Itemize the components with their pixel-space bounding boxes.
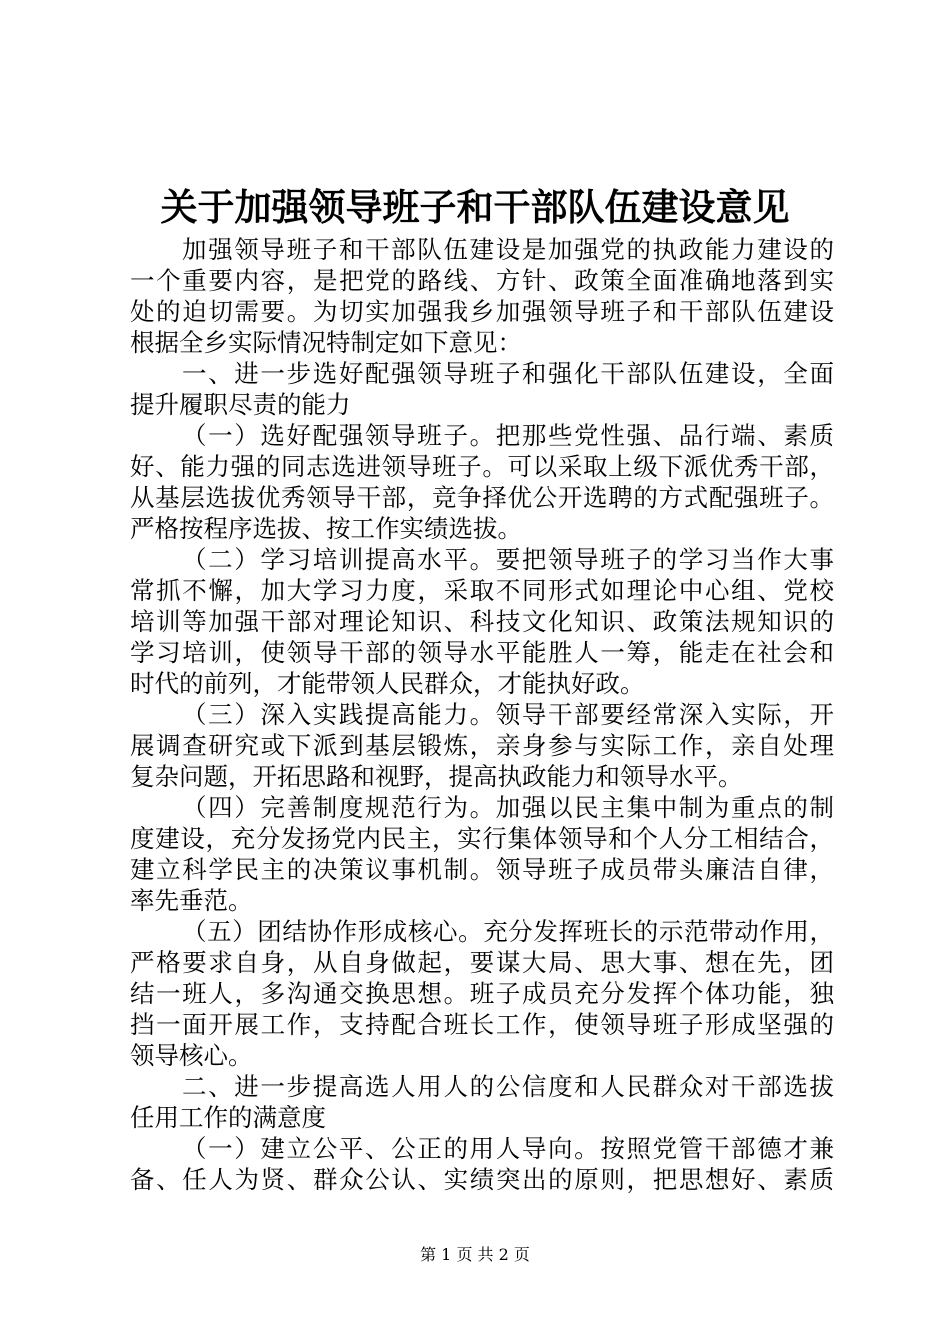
body-line: 严格要求自身，从自身做起，要谋大局、思大事、想在先，团	[130, 948, 834, 977]
page-footer: 第 1 页 共 2 页	[420, 1245, 530, 1264]
body-line: 提升履职尽责的能力	[130, 390, 351, 419]
body-line: 学习培训，使领导干部的领导水平能胜人一筹，能走在社会和	[130, 638, 834, 667]
body-line: 挡一面开展工作，支持配合班长工作，使领导班子形成坚强的	[130, 1010, 834, 1039]
body-line: 时代的前列，才能带领人民群众，才能执好政。	[130, 669, 645, 698]
body-line: 二、进一步提高选人用人的公信度和人民群众对干部选拔	[182, 1072, 834, 1101]
body-line: （三）深入实践提高能力。领导干部要经常深入实际，开	[182, 700, 834, 729]
body-line: 率先垂范。	[130, 886, 253, 915]
body-line: （一）选好配强领导班子。把那些党性强、品行端、素质	[182, 421, 834, 450]
body-line: 复杂问题，开拓思路和视野，提高执政能力和领导水平。	[130, 762, 743, 791]
body-line: （一）建立公平、公正的用人导向。按照党管干部德才兼	[182, 1134, 834, 1163]
body-line: 处的迫切需要。为切实加强我乡加强领导班子和干部队伍建设	[130, 297, 834, 326]
body-line: （五）团结协作形成核心。充分发挥班长的示范带动作用，	[182, 917, 834, 946]
body-line: （四）完善制度规范行为。加强以民主集中制为重点的制	[182, 793, 834, 822]
body-line: 从基层选拔优秀领导干部，竞争择优公开选聘的方式配强班子。	[130, 483, 834, 512]
body-line: 备、任人为贤、群众公认、实绩突出的原则，把思想好、素质	[130, 1165, 834, 1194]
body-line: 建立科学民主的决策议事机制。领导班子成员带头廉洁自律，	[130, 855, 834, 884]
body-line: 展调查研究或下派到基层锻炼，亲身参与实际工作，亲自处理	[130, 731, 834, 760]
body-line: 培训等加强干部对理论知识、科技文化知识、政策法规知识的	[130, 607, 834, 636]
body-line: 一个重要内容，是把党的路线、方针、政策全面准确地落到实	[130, 266, 834, 295]
document-body	[130, 234, 834, 1195]
body-line: 根据全乡实际情况特制定如下意见：	[130, 328, 522, 357]
body-line: 加强领导班子和干部队伍建设是加强党的执政能力建设的	[182, 235, 834, 264]
body-line: 度建设，充分发扬党内民主，实行集体领导和个人分工相结合，	[130, 824, 834, 853]
body-line: 好、能力强的同志选进领导班子。可以采取上级下派优秀干部，	[130, 452, 834, 481]
body-line: 领导核心。	[130, 1041, 253, 1070]
body-line: 常抓不懈，加大学习力度，采取不同形式如理论中心组、党校	[130, 576, 834, 605]
body-line: 结一班人，多沟通交换思想。班子成员充分发挥个体功能，独	[130, 979, 834, 1008]
body-line: 严格按程序选拔、按工作实绩选拔。	[130, 514, 522, 543]
document-title: 关于加强领导班子和干部队伍建设意见	[160, 185, 790, 229]
body-line: 任用工作的满意度	[130, 1103, 326, 1132]
body-line: 一、进一步选好配强领导班子和强化干部队伍建设，全面	[182, 359, 834, 388]
body-line: （二）学习培训提高水平。要把领导班子的学习当作大事	[182, 545, 834, 574]
